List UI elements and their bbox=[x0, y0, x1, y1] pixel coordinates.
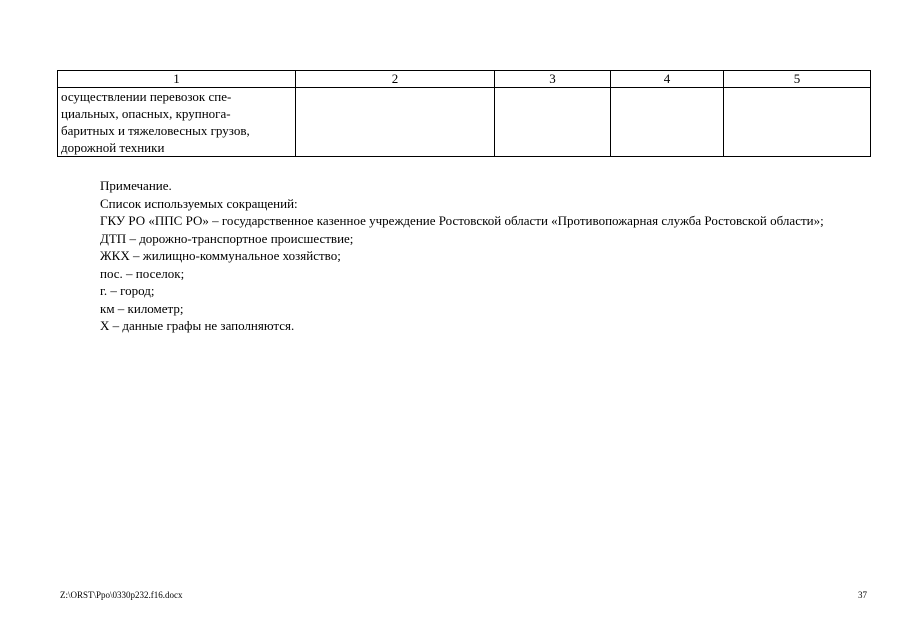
footer-page-number: 37 bbox=[858, 590, 867, 600]
table-row bbox=[58, 88, 871, 157]
table-cell-col5 bbox=[724, 88, 871, 157]
abbreviations-heading: Список используемых сокращений: bbox=[100, 195, 298, 211]
abbreviation-item: г. – город; bbox=[100, 283, 155, 298]
table-header-row bbox=[58, 71, 871, 88]
notes-title: Примечание. bbox=[100, 178, 172, 193]
table-cell-col4 bbox=[611, 88, 724, 157]
table-cell-col1: осуществлении перевозок спе- циальных, опасных, крупнога- баритных и тяжеловесных грузов, дорожной техники bbox=[58, 88, 296, 157]
abbreviation-item: км – километр; bbox=[100, 300, 184, 316]
abbreviation-item: ГКУ РО «ППС РО» – государственное казенное учреждение Ростовской области «Противопожарная служба Ростовской области»; bbox=[100, 213, 824, 228]
notes-section bbox=[60, 177, 868, 335]
column-header-2: 2 bbox=[296, 71, 495, 88]
column-header-3: 3 bbox=[495, 71, 611, 88]
table-cell-col2 bbox=[296, 88, 495, 157]
abbreviation-item: ЖКХ – жилищно-коммунальное хозяйство; bbox=[100, 248, 341, 263]
column-header-5: 5 bbox=[724, 71, 871, 88]
footer-file-path: Z:\ORST\Ppo\0330p232.f16.docx bbox=[60, 590, 183, 600]
data-table bbox=[57, 70, 871, 157]
abbreviation-item: Х – данные графы не заполняются. bbox=[100, 318, 295, 333]
table-cell-col3 bbox=[495, 88, 611, 157]
abbreviation-item: пос. – поселок; bbox=[100, 265, 185, 281]
column-header-1: 1 bbox=[58, 71, 296, 88]
column-header-4: 4 bbox=[611, 71, 724, 88]
abbreviation-item: ДТП – дорожно-транспортное происшествие; bbox=[100, 230, 354, 246]
